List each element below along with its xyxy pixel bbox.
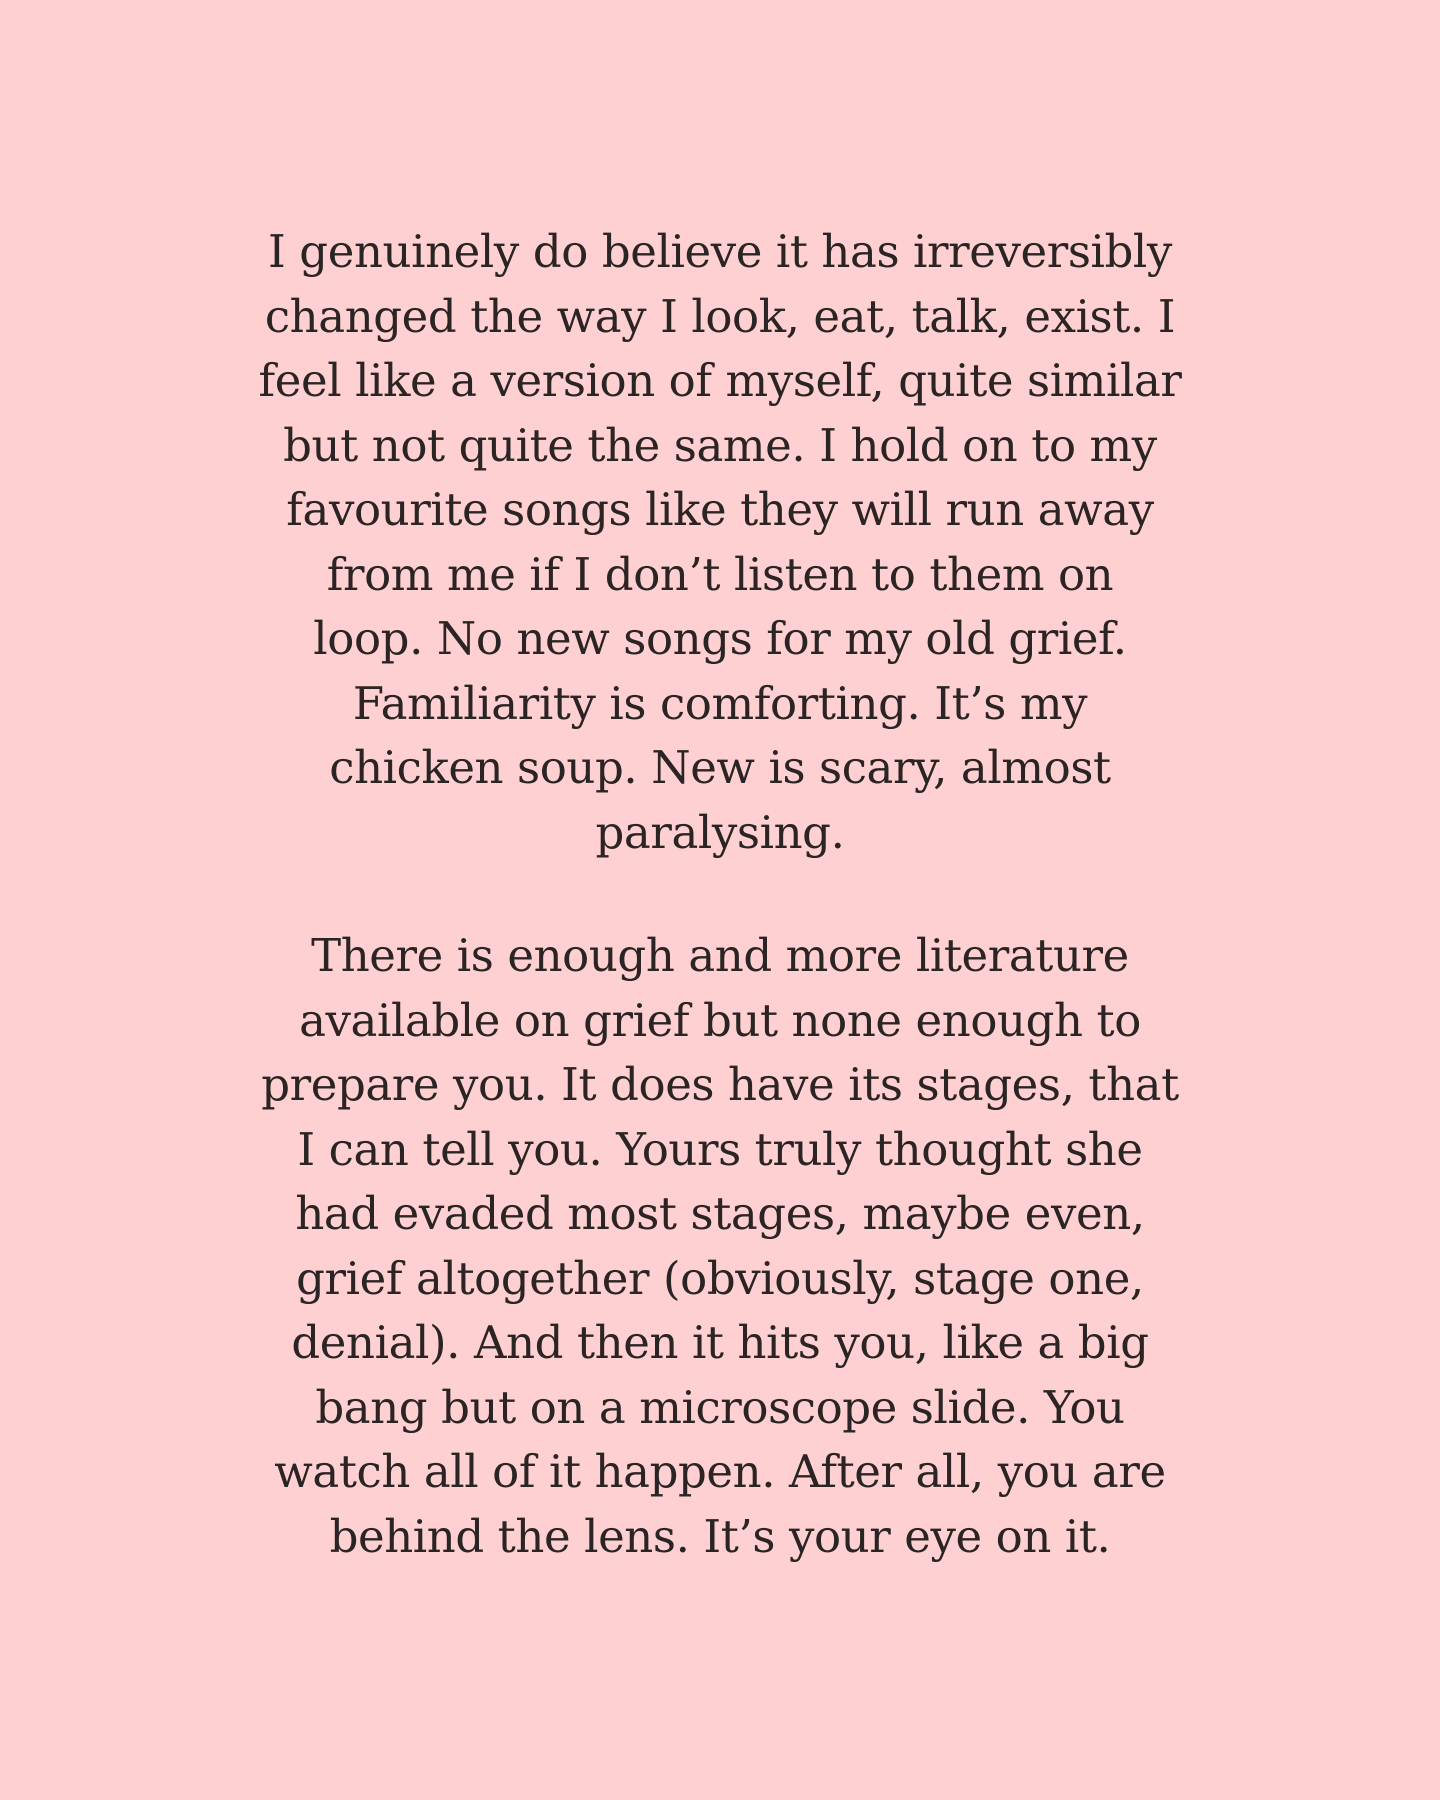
text-line: I can tell you. Yours truly thought she	[297, 1122, 1143, 1176]
text-line: bang but on a microscope slide. You	[315, 1380, 1125, 1434]
text-line: had evaded most stages, maybe even,	[295, 1187, 1145, 1240]
text-line: denial). And then it hits you, like a big	[291, 1316, 1149, 1369]
text-line: Familiarity is comforting. It’s my	[352, 676, 1088, 730]
text-line: from me if I don’t listen to them on	[326, 547, 1114, 601]
paragraph-2	[220, 924, 1220, 1569]
text-line: I genuinely do believe it has irreversibly	[268, 225, 1172, 278]
text-line: There is enough and more literature	[311, 929, 1129, 982]
text-line: loop. No new songs for my old grief.	[313, 612, 1127, 665]
text-line: paralysing.	[595, 805, 845, 859]
text-line: feel like a version of myself, quite similar	[258, 354, 1182, 407]
text-line: prepare you. It does have its stages, that	[261, 1058, 1179, 1111]
text-line: but not quite the same. I hold on to my	[283, 418, 1157, 472]
text-line: changed the way I look, eat, talk, exist. I	[264, 289, 1176, 343]
paragraph-1	[220, 220, 1220, 865]
text-line: chicken soup. New is scary, almost	[329, 741, 1111, 794]
text-line: favourite songs like they will run away	[286, 483, 1154, 536]
text-line: grief altogether (obviously, stage one,	[296, 1251, 1144, 1305]
text-line: watch all of it happen. After all, you are	[274, 1445, 1166, 1498]
text-line: available on grief but none enough to	[299, 993, 1141, 1047]
text-line: behind the lens. It’s your eye on it.	[329, 1509, 1111, 1563]
